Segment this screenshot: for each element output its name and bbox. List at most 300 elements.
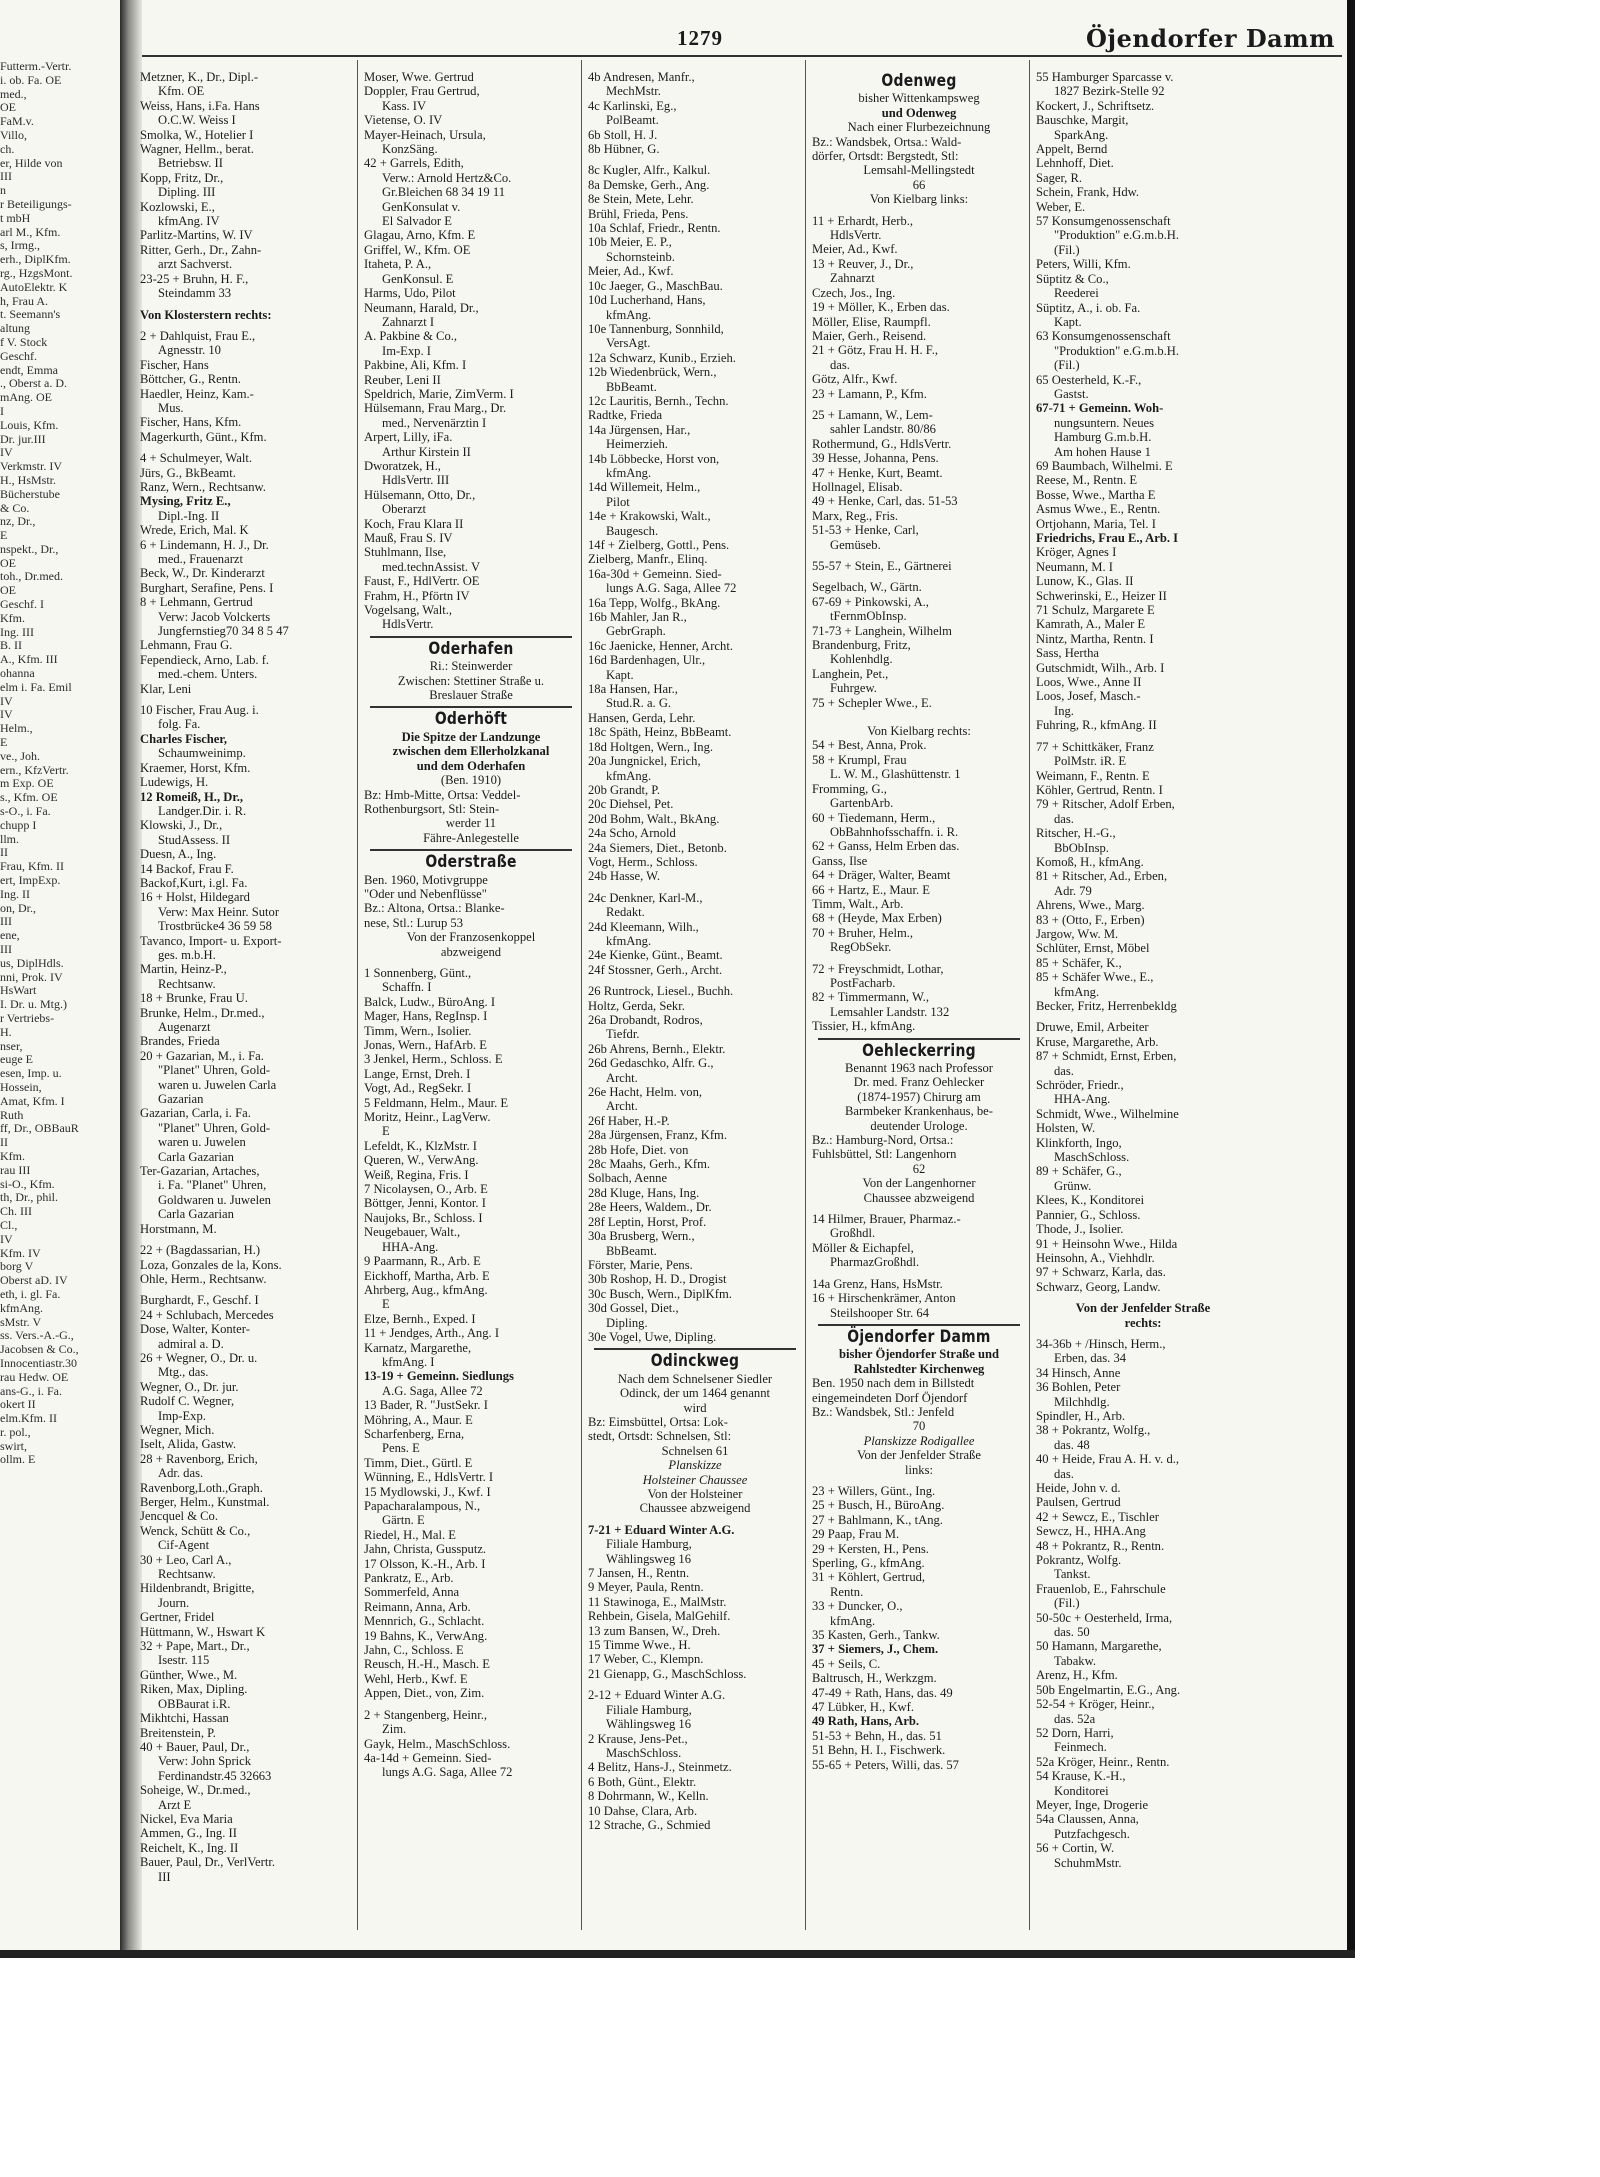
directory-entry <box>364 1701 578 1708</box>
spill-line: I. Dr. u. Mtg.) <box>0 998 67 1012</box>
directory-entry: Beck, W., Dr. Kinderarzt <box>140 566 265 581</box>
directory-entry: Hüttmann, W., Hswart K <box>140 1624 266 1639</box>
directory-entry: Heinsohn, A., Viehhdlr. <box>1036 1250 1155 1265</box>
directory-entry: 8b Hübner, G. <box>588 142 660 157</box>
directory-entry: Schlüter, Ernst, Möbel <box>1036 941 1150 956</box>
spill-line: r Vertriebs- <box>0 1011 55 1025</box>
directory-entry: 85 + Schäfer, K., <box>1036 955 1122 970</box>
directory-entry: Lunow, K., Glas. II <box>1036 574 1134 589</box>
directory-entry: 68 + (Heyde, Max Erben) <box>812 911 942 926</box>
directory-entry: Bz.: Wandsbek, Stl.: Jenfeld <box>812 1404 955 1419</box>
directory-entry: 21 Gienapp, G., MaschSchloss. <box>588 1666 747 1681</box>
directory-entry: 87 + Schmidt, Ernst, Erben, <box>1036 1049 1177 1064</box>
directory-entry: 60 + Tiedemann, Herm., <box>812 810 936 825</box>
directory-entry: Brunke, Helm., Dr.med., <box>140 1005 265 1020</box>
spill-line: borg V <box>0 1260 34 1274</box>
entry-continuation: MaschSchloss. <box>606 1745 682 1760</box>
directory-entry: Sager, R. <box>1036 170 1083 185</box>
directory-entry: 23 + Willers, Günt., Ing. <box>812 1483 936 1498</box>
directory-entry: Czech, Jos., Ing. <box>812 285 896 300</box>
spill-line: esen, Imp. u. <box>0 1067 62 1081</box>
directory-entry: Pankratz, E., Arb. <box>364 1571 454 1586</box>
entry-continuation: Feinmech. <box>1054 1740 1107 1755</box>
spill-line: AutoElektr. K <box>0 280 68 294</box>
spill-line: nspekt., Dr., <box>0 542 59 556</box>
entry-continuation: Kfm. OE <box>158 84 205 99</box>
directory-entry: 26b Ahrens, Bernh., Elektr. <box>588 1041 726 1056</box>
directory-entry: 9 Paarmann, R., Arb. E <box>364 1254 481 1269</box>
directory-entry: Klar, Leni <box>140 681 192 696</box>
spill-line: ene, <box>0 929 20 943</box>
directory-entry: Kröger, Agnes I <box>1036 545 1117 560</box>
page-number: 1279 <box>677 26 723 50</box>
directory-entry: 47 Lübker, H., Kwf. <box>812 1700 914 1715</box>
directory-entry: "Oder und Nebenflüsse" <box>364 886 487 901</box>
directory-entry: Lange, Ernst, Dreh. I <box>364 1066 471 1081</box>
street-note: 66 <box>912 177 926 192</box>
street-note: 70 <box>912 1419 926 1434</box>
street-note: und Odenweg <box>881 105 957 120</box>
directory-entry: 50 Hamann, Margarethe, <box>1036 1639 1162 1654</box>
directory-entry: Förster, Marie, Pens. <box>588 1257 693 1272</box>
entry-continuation: Mus. <box>158 400 184 415</box>
directory-entry: Möhring, A., Maur. E <box>364 1412 473 1427</box>
directory-entry: Moritz, Heinr., LagVerw. <box>364 1110 491 1125</box>
spill-line: Ruth <box>0 1108 24 1122</box>
spill-line: endt, Emma <box>0 363 58 377</box>
street-note: Benannt 1963 nach Professor <box>845 1061 993 1075</box>
directory-entry <box>1036 1330 1250 1337</box>
directory-entry: 4b Andresen, Manfr., <box>588 70 695 84</box>
directory-entry: Süptitz & Co., <box>1036 271 1109 286</box>
directory-entry: 19 + Möller, K., Erben das. <box>812 300 950 315</box>
directory-entry: 2-12 + Eduard Winter A.G. <box>588 1688 726 1703</box>
directory-entry: Speldrich, Marie, ZimVerm. I <box>364 386 514 401</box>
directory-entry: Rehbein, Gisela, MalGehilf. <box>588 1609 731 1624</box>
spill-line: Ing. III <box>0 625 34 639</box>
entry-continuation: Agnesstr. 10 <box>158 343 221 358</box>
spill-line: ve., Joh. <box>0 749 40 763</box>
street-note: Von Kielbarg links: <box>869 192 969 207</box>
directory-entry: Wegner, O., Dr. jur. <box>140 1379 239 1394</box>
directory-entry: 79 + Ritscher, Adolf Erben, <box>1036 797 1175 812</box>
directory-entry: Tavanco, Import- u. Export- <box>140 933 282 948</box>
entry-continuation: Kohlenhdlg. <box>830 652 893 667</box>
entry-continuation: Dipl.-Ing. II <box>158 508 220 523</box>
directory-entry <box>140 696 354 703</box>
spill-line: t. Seemann's <box>0 308 61 322</box>
directory-entry: 12a Schwarz, Kunib., Erzieh. <box>588 350 736 365</box>
directory-entry: 24a Scho, Arnold <box>588 826 676 841</box>
directory-entry: 14e + Krakowski, Walt., <box>588 509 711 524</box>
directory-entry: 8 + Lehmann, Gertrud <box>140 595 253 610</box>
directory-entry: Solbach, Aenne <box>588 1171 668 1186</box>
entry-continuation: Augenarzt <box>158 1020 211 1034</box>
spill-line: Verkmstr. IV <box>0 460 62 474</box>
directory-entry: Brandes, Frieda <box>140 1034 220 1049</box>
directory-entry: Ludewigs, H. <box>140 775 209 790</box>
directory-entry: Timm, Walt., Arb. <box>812 896 904 911</box>
directory-entry: Riedel, H., Mal. E <box>364 1527 456 1542</box>
directory-entry: 48 + Pokrantz, R., Rentn. <box>1036 1538 1165 1553</box>
directory-entry: 47-49 + Rath, Hans, das. 49 <box>812 1685 953 1700</box>
directory-entry: Vogelsang, Walt., <box>364 603 453 618</box>
directory-entry: Frauenlob, E., Fahrschule <box>1036 1581 1166 1596</box>
directory-entry: Neugebauer, Walt., <box>364 1225 461 1240</box>
directory-entry: 26a Drobandt, Rodros, <box>588 1013 703 1027</box>
directory-entry: 2 Krause, Jens-Pet., <box>588 1731 688 1746</box>
street-note: Barmbeker Krankenhaus, be- <box>845 1104 993 1119</box>
directory-entry: Jencquel & Co. <box>140 1509 218 1524</box>
street-note: Chaussee abzweigend <box>639 1501 751 1516</box>
directory-entry: 17 Weber, C., Klempn. <box>588 1652 704 1667</box>
street-note: Rahlstedter Kirchenweg <box>853 1361 985 1376</box>
spill-line: chupp I <box>0 818 37 832</box>
entry-continuation: med., Frauenarzt <box>158 552 243 566</box>
spill-line: ., Oberst a. D. <box>0 377 67 391</box>
directory-entry: Soheige, W., Dr.med., <box>140 1783 251 1798</box>
entry-continuation: GenKonsulat v. <box>382 199 461 214</box>
spill-line: IV <box>0 1232 13 1246</box>
spill-line: Cl., <box>0 1218 18 1232</box>
entry-continuation: nungsuntern. Neues <box>1054 415 1155 430</box>
directory-entry: 8a Demske, Gerh., Ang. <box>588 177 710 192</box>
directory-entry: Bz: Hmb-Mitte, Ortsa: Veddel- <box>364 787 521 802</box>
directory-entry: 30a Brusberg, Wern., <box>588 1229 695 1244</box>
spill-line: rau Hedw. OE <box>0 1370 69 1384</box>
entry-continuation: Gärtn. E <box>382 1513 425 1528</box>
directory-entry: 49 + Henke, Carl, das. 51-53 <box>812 494 958 509</box>
entry-continuation: das. <box>1054 1466 1074 1481</box>
spill-line: Jacobsen & Co., <box>0 1343 79 1357</box>
directory-entry: 12 Strache, G., Schmied <box>588 1817 711 1832</box>
entry-continuation: Erben, das. 34 <box>1054 1351 1127 1366</box>
directory-entry: 65 Oesterheld, K.-F., <box>1036 372 1142 387</box>
spill-line: arl M., Kfm. <box>0 225 61 239</box>
directory-entry: 28 + Ravenborg, Erich, <box>140 1451 258 1466</box>
page-edge <box>1347 0 1355 1950</box>
directory-entry: Martin, Heinz-P., <box>140 962 227 977</box>
street-note: bisher Wittenkampsweg <box>858 91 980 106</box>
directory-entry: 11 Stawinoga, E., MalMstr. <box>588 1594 727 1609</box>
directory-entry: 10 Dahse, Clara, Arb. <box>588 1803 698 1818</box>
entry-continuation: Isestr. 115 <box>158 1653 210 1668</box>
directory-entry: Gutschmidt, Wilh., Arb. I <box>1036 660 1165 675</box>
directory-entry: Parlitz-Martins, W. IV <box>140 228 253 243</box>
entry-continuation: Rechtsanw. <box>158 1567 216 1582</box>
directory-entry: Kamrath, A., Maler E <box>1036 617 1146 632</box>
street-heading: Oderstraße <box>425 852 517 873</box>
spill-line: toh., Dr.med. <box>0 570 63 584</box>
directory-entry: eingemeindeten Dorf Öjendorf <box>812 1390 968 1405</box>
directory-entry: 89 + Schäfer, G., <box>1036 1164 1122 1179</box>
street-note: Nach dem Schnelsener Siedler <box>617 1371 773 1386</box>
directory-entry: 51-53 + Behn, H., das. 51 <box>812 1728 942 1743</box>
street-note: Ri.: Steinwerder <box>429 659 513 674</box>
entry-continuation: Cif-Agent <box>158 1538 210 1553</box>
directory-entry: Ammen, G., Ing. II <box>140 1826 237 1841</box>
entry-continuation: OBBaurat i.R. <box>158 1696 231 1711</box>
directory-entry: 55-57 + Stein, E., Gärtnerei <box>812 559 952 573</box>
directory-entry: 4c Karlinski, Eg., <box>588 98 677 113</box>
street-note: zwischen dem Ellerholzkanal <box>392 744 550 759</box>
spill-line: Kfm. <box>0 1149 25 1163</box>
entry-continuation: L. W. M., Glashüttenstr. 1 <box>830 767 961 782</box>
entry-continuation: ObBahnhofsschaffn. i. R. <box>830 824 959 839</box>
directory-entry: Thode, J., Isolier. <box>1036 1222 1124 1237</box>
directory-entry: Smolka, W., Hotelier I <box>140 127 254 142</box>
directory-entry: Iselt, Alida, Gastw. <box>140 1437 237 1452</box>
entry-continuation: Carla Gazarian <box>158 1149 234 1164</box>
directory-entry: 10b Meier, E. P., <box>588 235 672 250</box>
entry-continuation: III <box>158 1869 171 1884</box>
entry-continuation: arzt Sachverst. <box>158 257 233 272</box>
spill-line: rau III <box>0 1163 31 1177</box>
directory-entry: Appen, Diet., von, Zim. <box>364 1686 485 1701</box>
spill-line: Kfm. IV <box>0 1246 41 1260</box>
entry-continuation: das. <box>1054 1063 1074 1078</box>
directory-entry <box>812 552 1026 559</box>
directory-entry: 4a-14d + Gemeinn. Sied- <box>364 1750 492 1765</box>
entry-continuation: kfmAng. <box>606 465 652 480</box>
street-note: Planskizze Rodigallee <box>863 1433 975 1448</box>
directory-entry: 14a Jürgensen, Har., <box>588 422 691 437</box>
spill-line: H., HsMstr. <box>0 473 57 487</box>
directory-entry: Schröder, Friedr., <box>1036 1078 1124 1093</box>
spill-line: sMstr. V <box>0 1315 42 1329</box>
entry-continuation: med.technAssist. V <box>382 559 481 574</box>
directory-entry: Lehnhoff, Diet. <box>1036 156 1114 171</box>
entry-continuation: Grünw. <box>1054 1178 1092 1193</box>
entry-continuation: Steilshooper Str. 64 <box>830 1305 930 1320</box>
spill-line: th, Dr., phil. <box>0 1191 59 1205</box>
directory-entry: Friedrichs, Frau E., Arb. I <box>1036 531 1179 545</box>
directory-entry: Ahrens, Wwe., Marg. <box>1036 898 1145 913</box>
spill-line: s-O., i. Fa. <box>0 805 51 819</box>
directory-entry: Koch, Frau Klara II <box>364 516 464 531</box>
entry-continuation: Schornsteinb. <box>606 249 675 264</box>
directory-entry: 23 + Lamann, P., Kfm. <box>812 386 927 401</box>
directory-entry: Hülsemann, Frau Marg., Dr. <box>364 401 507 416</box>
directory-entry: 28a Jürgensen, Franz, Kfm. <box>588 1128 727 1143</box>
entry-continuation: Rentn. <box>830 1584 864 1599</box>
directory-entry: 28b Hofe, Diet. von <box>588 1142 689 1157</box>
directory-entry: Klinkforth, Ingo, <box>1036 1135 1122 1150</box>
directory-entry: Mennrich, G., Schlacht. <box>364 1614 485 1629</box>
entry-continuation: Trostbrücke4 36 59 58 <box>158 919 272 934</box>
spill-line: kfmAng. <box>0 1301 43 1315</box>
spill-line: OE <box>0 556 16 570</box>
spill-line: Geschf. <box>0 349 37 363</box>
directory-entry: 49 Rath, Hans, Arb. <box>812 1714 920 1729</box>
spill-line: E <box>0 529 8 543</box>
section-rule <box>594 1348 796 1350</box>
directory-entry <box>812 955 1026 962</box>
directory-entry: Rothenburgsort, Stl: Stein- <box>364 801 500 816</box>
spill-line: Ch. III <box>0 1205 32 1219</box>
column-1 <box>140 70 354 1940</box>
directory-entry: Druwe, Emil, Arbeiter <box>1036 1020 1149 1035</box>
spill-line: ans-G., i. Fa. <box>0 1384 62 1398</box>
entry-continuation: Oberarzt <box>382 502 427 517</box>
page-header <box>142 22 1347 52</box>
directory-entry: 10e Tannenburg, Sonnhild, <box>588 321 724 336</box>
directory-entry: Loos, Wwe., Anne II <box>1036 675 1142 690</box>
entry-continuation: Betriebsw. II <box>158 156 223 171</box>
directory-entry: Klees, K., Konditorei <box>1036 1193 1145 1208</box>
directory-entry: Breitenstein, P. <box>140 1725 216 1740</box>
entry-continuation: MechMstr. <box>606 84 661 99</box>
directory-entry: 14a Grenz, Hans, HsMstr. <box>812 1276 943 1291</box>
directory-entry: Köhler, Gertrud, Rentn. I <box>1036 782 1163 797</box>
spill-line: med., <box>0 87 27 101</box>
directory-entry <box>812 710 1026 717</box>
directory-entry: Appelt, Bernd <box>1036 142 1108 157</box>
entry-continuation: Pens. E <box>382 1441 420 1456</box>
directory-entry: Zielberg, Manfr., Elinq. <box>588 552 708 567</box>
column-5 <box>1036 70 1250 1940</box>
street-note: Breslauer Straße <box>429 688 513 703</box>
directory-entry: 42 + Garrels, Edith, <box>364 156 464 171</box>
directory-entry: Paulsen, Gertrud <box>1036 1495 1121 1510</box>
directory-entry: 16a Tepp, Wolfg., BkAng. <box>588 595 721 610</box>
street-note: (Ben. 1910) <box>440 773 502 788</box>
entry-continuation: Mtg., das. <box>158 1365 209 1380</box>
entry-continuation: (Fil.) <box>1054 1596 1080 1611</box>
entry-continuation: admiral a. D. <box>158 1336 224 1351</box>
directory-entry: Burghardt, F., Geschf. I <box>140 1293 259 1308</box>
directory-entry <box>812 1205 1026 1212</box>
spill-line: III <box>0 170 12 184</box>
directory-entry: Jonas, Wern., HafArb. E <box>364 1038 487 1052</box>
directory-entry: 14d Willemeit, Helm., <box>588 480 701 495</box>
entry-continuation: Arzt E <box>158 1797 192 1812</box>
entry-continuation: HHA-Ang. <box>1054 1092 1111 1107</box>
directory-entry: Ohle, Herm., Rechtsanw. <box>140 1271 267 1286</box>
directory-entry: Harms, Udo, Pilot <box>364 286 456 301</box>
directory-entry: 71-73 + Langhein, Wilhelm <box>812 623 952 638</box>
directory-entry: Weiß, Regina, Fris. I <box>364 1167 469 1182</box>
directory-entry: Fuhring, R., kfmAng. II <box>1036 718 1157 733</box>
entry-continuation: Adr. 79 <box>1054 883 1092 898</box>
directory-entry: 52-54 + Kröger, Heinr., <box>1036 1697 1155 1712</box>
entry-continuation: Landger.Dir. i. R. <box>158 803 247 818</box>
street-note: Lemsahl-Mellingstedt <box>863 163 975 178</box>
directory-entry: Jargow, Ww. M. <box>1036 926 1119 941</box>
entry-continuation: Archt. <box>606 1070 638 1085</box>
directory-entry: 18d Holtgen, Wern., Ing. <box>588 739 714 754</box>
entry-continuation: Milchhdlg. <box>1054 1394 1110 1409</box>
directory-entry: Metzner, K., Dr., Dipl.- <box>140 70 259 84</box>
spill-line: Oberst aD. IV <box>0 1274 68 1288</box>
directory-entry: Günther, Wwe., M. <box>140 1667 238 1682</box>
spill-line: swirt, <box>0 1439 27 1453</box>
directory-entry: Kraemer, Horst, Kfm. <box>140 760 251 775</box>
directory-entry: Wagner, Hellm., berat. <box>140 142 254 157</box>
spill-line: HsWart <box>0 984 37 998</box>
entry-continuation: PolBeamt. <box>606 113 659 128</box>
directory-entry: Hülsemann, Otto, Dr., <box>364 487 476 502</box>
entry-continuation: waren u. Juwelen Carla <box>158 1077 277 1092</box>
spill-line: II <box>0 1136 8 1150</box>
directory-entry: Bauer, Paul, Dr., VerlVertr. <box>140 1855 275 1870</box>
directory-entry: Dose, Walter, Konter- <box>140 1322 250 1337</box>
entry-continuation: Redakt. <box>606 905 645 920</box>
section-rule <box>370 849 572 851</box>
entry-continuation: Ferdinandstr.45 32663 <box>158 1768 272 1783</box>
spill-line: Bücherstube <box>0 487 60 501</box>
directory-entry: 32 + Pape, Mart., Dr., <box>140 1639 250 1654</box>
directory-entry: Komoß, H., kfmAng. <box>1036 854 1144 869</box>
directory-entry: Hildenbrandt, Brigitte, <box>140 1581 255 1596</box>
directory-entry: Bosse, Wwe., Martha E <box>1036 487 1156 502</box>
street-note: Nach einer Flurbezeichnung <box>847 120 991 135</box>
directory-entry: Faust, F., HdlVertr. OE <box>364 574 480 589</box>
directory-entry: Maier, Gerh., Reisend. <box>812 328 927 343</box>
directory-entry: Eickhoff, Martha, Arb. E <box>364 1268 490 1283</box>
directory-entry: Holsten, W. <box>1036 1121 1096 1136</box>
entry-continuation: HHA-Ang. <box>382 1239 439 1254</box>
directory-entry: Vogt, Herm., Schloss. <box>588 854 698 869</box>
directory-entry: 23-25 + Bruhn, H. F., <box>140 271 249 286</box>
directory-entry: Gertner, Fridel <box>140 1610 215 1625</box>
directory-entry: Lehmann, Frau G. <box>140 638 233 653</box>
entry-continuation: Gastst. <box>1054 386 1089 401</box>
spill-line: FaM.v. <box>0 115 34 129</box>
directory-entry: 30c Busch, Wern., DiplKfm. <box>588 1286 732 1301</box>
directory-entry: stedt, Ortsdt: Schnelsen, Stl: <box>588 1429 732 1444</box>
entry-continuation: Dipling. <box>606 1315 648 1330</box>
directory-entry <box>140 322 354 329</box>
directory-entry: Rothermund, G., HdlsVertr. <box>812 436 952 451</box>
directory-entry: Götz, Alfr., Kwf. <box>812 372 898 387</box>
spill-line: r. pol., <box>0 1425 31 1439</box>
spill-line: h, Frau A. <box>0 294 48 308</box>
directory-entry: Reusch, H.-H., Masch. E <box>364 1657 490 1672</box>
street-note: 62 <box>912 1161 926 1176</box>
directory-entry: 16d Bardenhagen, Ulr., <box>588 653 706 668</box>
directory-entry: 58 + Krumpl, Frau <box>812 752 907 767</box>
directory-entry: Frahm, H., Pförtn IV <box>364 588 470 603</box>
spill-line: n <box>0 184 6 198</box>
spill-line: A., Kfm. III <box>0 653 58 667</box>
spill-line: OE <box>0 584 16 598</box>
directory-entry: 62 + Ganss, Helm Erben das. <box>812 839 960 854</box>
directory-entry: Radtke, Frieda <box>588 408 663 423</box>
directory-entry: Scharfenberg, Erna, <box>364 1426 465 1441</box>
spill-line: us, DiplHdls. <box>0 956 64 970</box>
street-note: werder 11 <box>445 816 497 831</box>
spill-line: Ing. II <box>0 887 30 901</box>
directory-entry: Schmidt, Wwe., Wilhelmine <box>1036 1106 1179 1121</box>
spill-line: H. <box>0 1025 12 1039</box>
directory-entry: Schein, Frank, Hdw. <box>1036 185 1140 200</box>
spill-line: f V. Stock <box>0 335 48 349</box>
directory-entry: Glagau, Arno, Kfm. E <box>364 228 476 243</box>
spill-line: m Exp. OE <box>0 777 54 791</box>
directory-entry: Ravenborg,Loth.,Graph. <box>140 1480 263 1495</box>
entry-continuation: waren u. Juwelen <box>158 1135 246 1150</box>
directory-entry: Peters, Willi, Kfm. <box>1036 257 1131 272</box>
spill-line: Hossein, <box>0 1080 42 1094</box>
entry-continuation: HdlsVertr. III <box>382 473 450 488</box>
directory-entry: Wrede, Erich, Mal. K <box>140 523 249 538</box>
entry-continuation: das. 50 <box>1054 1625 1090 1640</box>
spill-line: mAng. OE <box>0 391 52 405</box>
directory-entry: 40 + Bauer, Paul, Dr., <box>140 1739 250 1754</box>
spill-line: Helm., <box>0 722 33 736</box>
directory-entry: Fependieck, Arno, Lab. f. <box>140 652 270 667</box>
